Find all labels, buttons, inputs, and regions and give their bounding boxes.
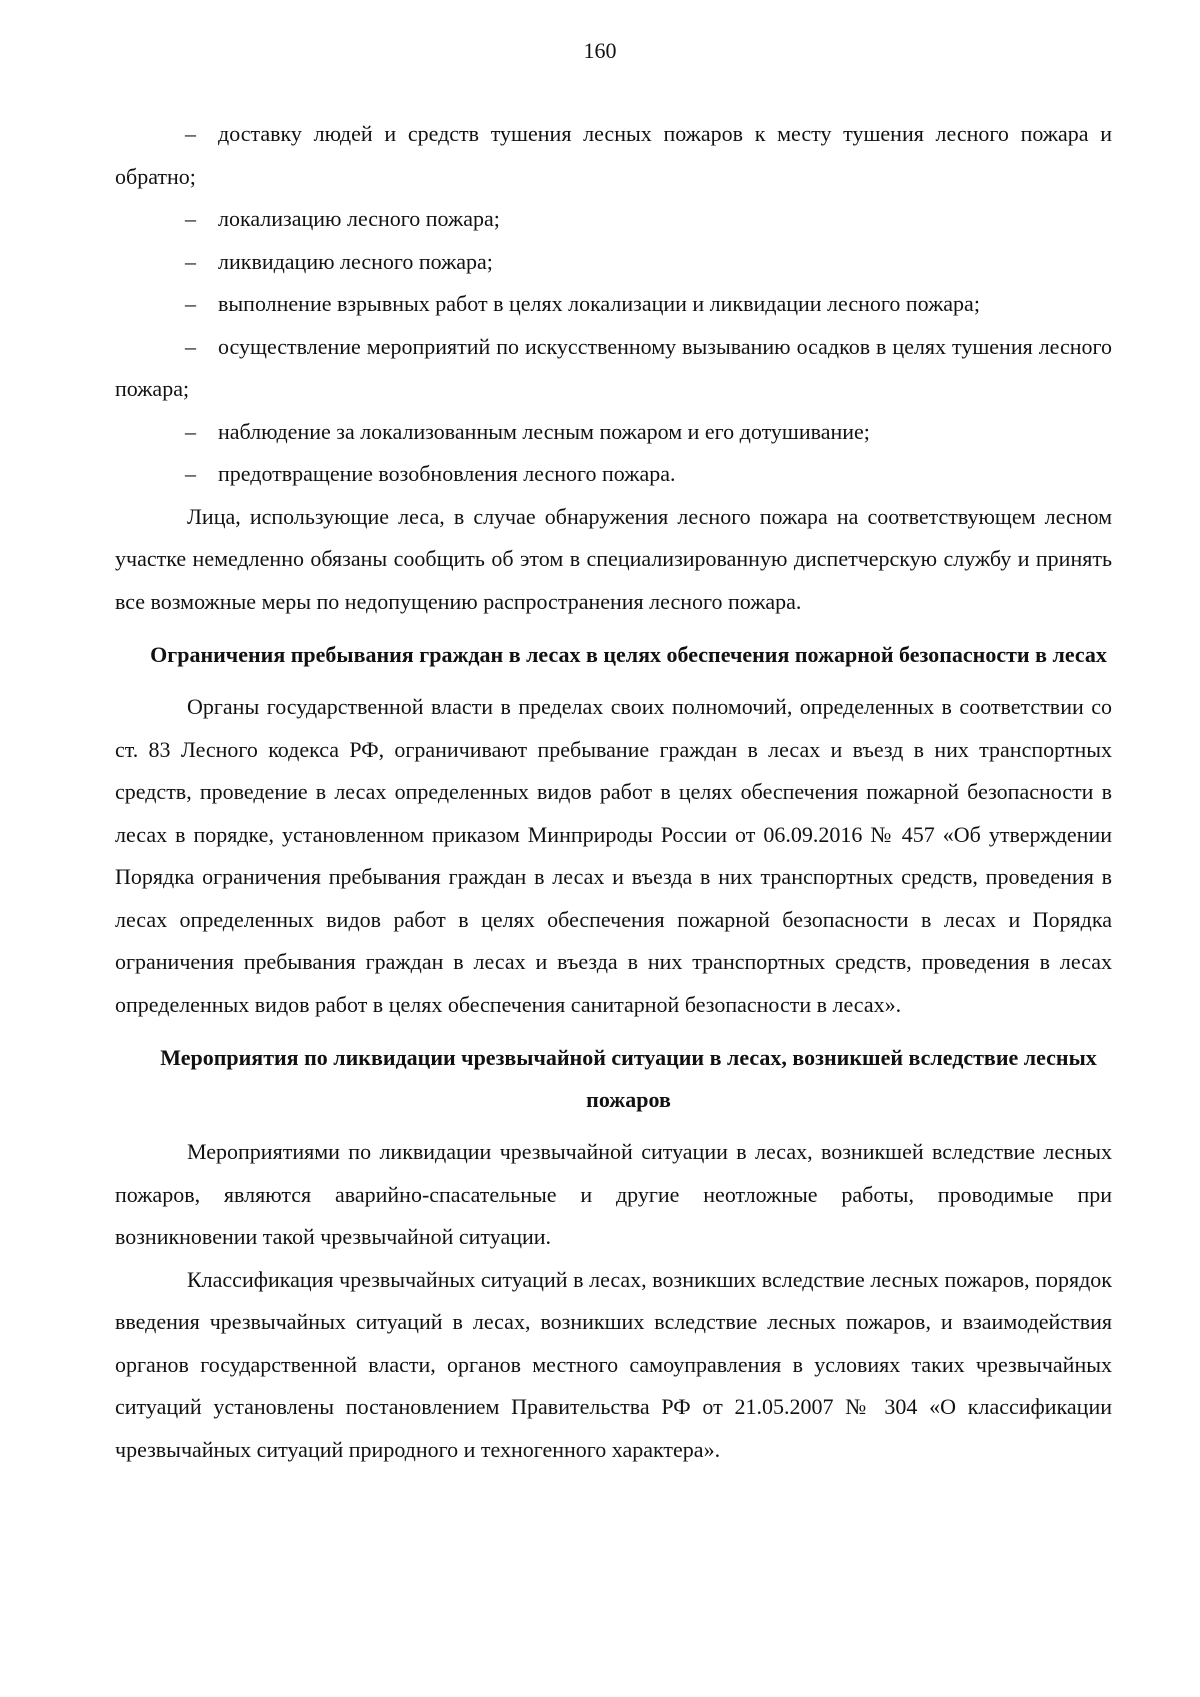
list-item-liquidation: – ликвидацию лесного пожара; <box>185 248 493 274</box>
section-heading-emergency: Мероприятия по ликвидации чрезвычайной ситуации в лесах, возникшей вследствие лесных пожаров <box>160 1045 1097 1112</box>
list-item-delivery: – доставку людей и средств тушения лесных пожаров к месту тушения лесного пожара и обратно; <box>115 121 1112 189</box>
page-number: 160 <box>583 38 617 63</box>
section-heading-restrictions: Ограничения пребывания граждан в лесах в целях обеспечения пожарной безопасности в лесах <box>150 642 1107 667</box>
paragraph-authorities: Органы государственной власти в пределах своих полномочий, определенных в соответствии со ст. 83 Лесного кодекса РФ, ограничивают пребывание граждан в лесах и въезд в них транспортных средств, проведение в лесах определенных видов работ в целях обеспечения пожарной безопасности в лесах в порядке, установленном приказом Минприроды России от 06.09.2016 № 457 «Об утверждении Порядка ограничения пребывания граждан в лесах и въезда в них транспортных средств, проведения в лесах определенных видов работ в целях обеспечения пожарной безопасности в лесах и Порядка ограничения пребывания граждан в лесах и въезда в них транспортных средств, проведения в лесах определенных видов работ в целях обеспечения санитарной безопасности в лесах». <box>115 694 1112 1017</box>
list-item-blasting: – выполнение взрывных работ в целях локализации и ликвидации лесного пожара; <box>185 291 980 316</box>
paragraph-classification: Классификация чрезвычайных ситуаций в лесах, возникших вследствие лесных пожаров, порядок введения чрезвычайных ситуаций в лесах, возникших вследствие лесных пожаров, и взаимодействия органов государственной власти, органов местного самоуправления в условиях таких чрезвычайных ситуаций установлены постановлением Правительства РФ от 21.05.2007 № 304 «О классификации чрезвычайных ситуаций природного и техногенного характера». <box>115 1266 1112 1462</box>
page-content <box>115 113 1112 1471</box>
list-item-localization: – локализацию лесного пожара; <box>185 206 500 231</box>
list-item-precipitation: – осуществление мероприятий по искусственному вызыванию осадков в целях тушения лесного пожара; <box>115 333 1112 401</box>
paragraph-emergency-measures: Мероприятиями по ликвидации чрезвычайной ситуации в лесах, возникшей вследствие лесных пожаров, являются аварийно-спасательные и другие неотложные работы, проводимые при возникновении такой чрезвычайной ситуации. <box>115 1139 1112 1249</box>
list-item-observation: – наблюдение за локализованным лесным пожаром и его дотушивание; <box>185 418 870 444</box>
list-item-prevention: – предотвращение возобновления лесного пожара. <box>185 461 676 486</box>
paragraph-forest-users: Лица, использующие леса, в случае обнаружения лесного пожара на соответствующем лесном участке немедленно обязаны сообщить об этом в специализированную диспетчерскую службу и принять все возможные меры по недопущению распространения лесного пожара. <box>115 503 1112 614</box>
